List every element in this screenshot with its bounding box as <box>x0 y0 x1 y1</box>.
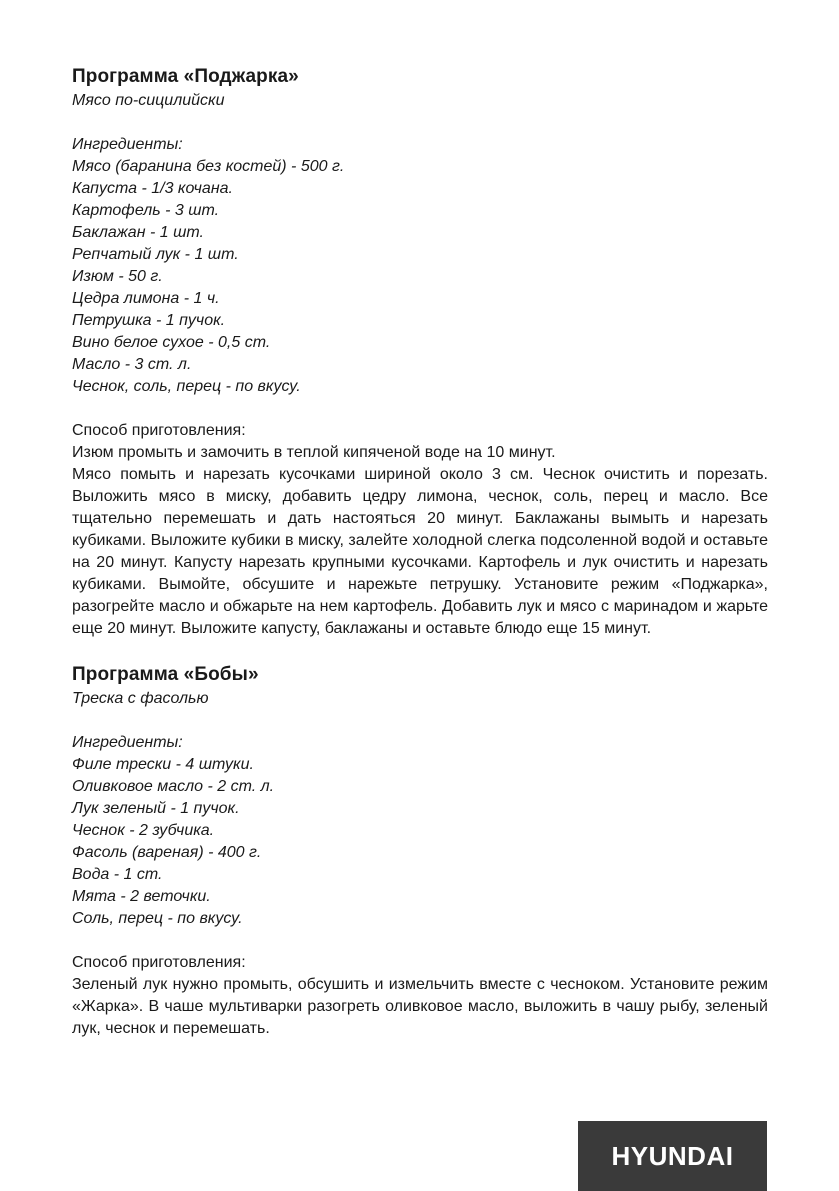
ingredients-list <box>72 754 768 930</box>
ingredient-item: Чеснок, соль, перец - по вкусу. <box>72 378 301 395</box>
recipe-subtitle: Мясо по-сицилийски <box>72 92 225 109</box>
ingredient-item: Баклажан - 1 шт. <box>72 224 204 241</box>
recipe-section-boby <box>72 662 768 1040</box>
ingredients-heading: Ингредиенты: <box>72 734 183 751</box>
ingredient-item: Лук зеленый - 1 пучок. <box>72 800 240 817</box>
recipe-section-podzharka <box>72 64 768 640</box>
recipe-subtitle: Треска с фасолью <box>72 690 209 707</box>
ingredient-item: Картофель - 3 шт. <box>72 202 220 219</box>
ingredient-item: Мята - 2 веточки. <box>72 888 211 905</box>
ingredient-item: Филе трески - 4 штуки. <box>72 756 254 773</box>
method-heading: Способ приготовления: <box>72 954 246 971</box>
recipe-page <box>72 64 768 1040</box>
hyundai-logo <box>578 1121 767 1191</box>
ingredient-item: Фасоль (вареная) - 400 г. <box>72 844 262 861</box>
ingredient-item: Мясо (баранина без костей) - 500 г. <box>72 158 345 175</box>
ingredient-item: Изюм - 50 г. <box>72 268 163 285</box>
method-paragraph: Зеленый лук нужно промыть, обсушить и измельчить вместе с чесноком. Установите режим «Жарка». В чаше мультиварки разогреть оливковое масло, выложить в чашу рыбу, зеленый лук, чеснок и перемешать. <box>72 976 768 1037</box>
ingredient-item: Вино белое сухое - 0,5 ст. <box>72 334 271 351</box>
ingredient-item: Цедра лимона - 1 ч. <box>72 290 220 307</box>
section-title: Программа «Бобы» <box>72 664 259 685</box>
section-spacer <box>72 640 768 662</box>
ingredient-item: Соль, перец - по вкусу. <box>72 910 243 927</box>
ingredient-item: Петрушка - 1 пучок. <box>72 312 226 329</box>
ingredient-item: Оливковое масло - 2 ст. л. <box>72 778 275 795</box>
method-paragraph: Изюм промыть и замочить в теплой кипяченой воде на 10 минут. <box>72 444 556 461</box>
ingredient-item: Капуста - 1/3 кочана. <box>72 180 233 197</box>
method-heading: Способ приготовления: <box>72 422 246 439</box>
method-paragraph: Мясо помыть и нарезать кусочками шириной около 3 см. Чеснок очистить и порезать. Выложить мясо в миску, добавить цедру лимона, чеснок, соль, перец и масло. Все тщательно перемешать и дать настояться 20 минут. Баклажаны вымыть и нарезать кубиками. Выложите кубики в миску, залейте холодной слегка подсоленной водой и оставьте на 20 минут. Капусту нарезать крупными кусочками. Картофель и лук очистить и нарезать кубиками. Вымойте, обсушите и нарежьте петрушку. Установите режим «Поджарка», разогрейте масло и обжарьте на нем картофель. Добавить лук и мясо с маринадом и жарьте еще 20 минут. Выложите капусту, баклажаны и оставьте блюдо еще 15 минут. <box>72 466 768 637</box>
ingredients-list <box>72 156 768 398</box>
logo-text: HYUNDAI <box>611 1140 734 1171</box>
ingredient-item: Репчатый лук - 1 шт. <box>72 246 239 263</box>
ingredients-heading: Ингредиенты: <box>72 136 183 153</box>
section-title: Программа «Поджарка» <box>72 66 299 87</box>
ingredient-item: Масло - 3 ст. л. <box>72 356 192 373</box>
ingredient-item: Вода - 1 ст. <box>72 866 163 883</box>
ingredient-item: Чеснок - 2 зубчика. <box>72 822 215 839</box>
